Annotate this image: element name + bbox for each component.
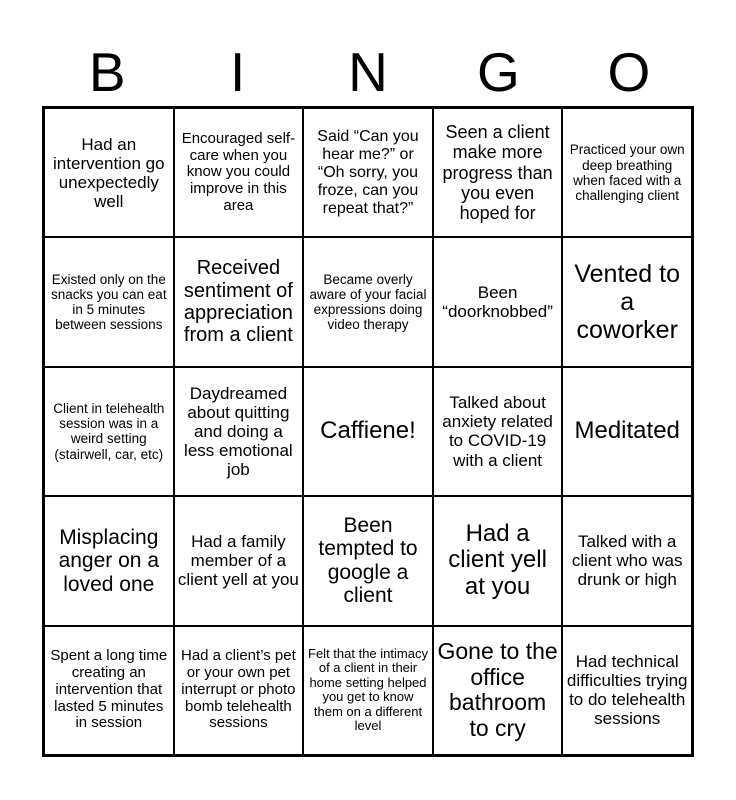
bingo-cell-text: Misplacing anger on a loved one (58, 525, 159, 596)
bingo-cell-text: Daydreamed about quitting and doing a less emotional job (184, 383, 293, 480)
bingo-cell[interactable] (303, 108, 433, 237)
bingo-cell[interactable] (562, 496, 692, 625)
bingo-cell[interactable] (303, 626, 433, 755)
bingo-cell-text: Existed only on the snacks you can eat in 5 minutes between sessions (51, 271, 167, 333)
bingo-title (42, 41, 694, 103)
bingo-cell[interactable] (433, 367, 563, 496)
bingo-cell[interactable] (174, 237, 304, 366)
bingo-cell[interactable] (433, 496, 563, 625)
bingo-cell[interactable] (562, 626, 692, 755)
bingo-cell[interactable] (44, 496, 174, 625)
bingo-cell[interactable] (303, 367, 433, 496)
bingo-cell[interactable] (562, 237, 692, 366)
bingo-cell-text: Client in telehealth session was in a weird setting (stairwell, car, etc) (53, 401, 165, 462)
bingo-cell[interactable] (44, 367, 174, 496)
bingo-cell-text: Seen a client make more progress than you even hoped for (442, 122, 553, 223)
bingo-cell[interactable] (562, 367, 692, 496)
bingo-cell-text: Caffiene! (320, 417, 416, 445)
bingo-cell-text: Been tempted to google a client (318, 513, 418, 608)
bingo-cell[interactable] (174, 626, 304, 755)
bingo-cell-text: Had a family member of a client yell at you (177, 532, 299, 590)
bingo-cell[interactable] (44, 237, 174, 366)
bingo-cell[interactable] (433, 626, 563, 755)
bingo-cell-text: Vented to a coworker (574, 260, 681, 345)
title-letter-g: G (477, 41, 520, 103)
bingo-cell-text: Became overly aware of your facial expressions doing video therapy (309, 271, 427, 333)
bingo-cell[interactable] (44, 626, 174, 755)
bingo-cell-text: Had a client yell at you (448, 519, 547, 601)
bingo-cell[interactable] (562, 108, 692, 237)
bingo-cell[interactable] (303, 237, 433, 366)
title-letter-n: N (348, 41, 388, 103)
bingo-cell[interactable] (433, 237, 563, 366)
title-letter-b: B (88, 41, 126, 103)
bingo-cell-text: Received sentiment of appreciation from a client (183, 257, 293, 347)
bingo-cell-text: Had technical difficulties trying to do telehealth sessions (566, 652, 688, 729)
bingo-cell[interactable] (174, 496, 304, 625)
bingo-cell-text: Had a client’s pet or your own pet interrupt or photo bomb telehealth sessions (180, 647, 296, 732)
bingo-cell[interactable] (44, 108, 174, 237)
bingo-cell[interactable] (303, 496, 433, 625)
bingo-cell-text: Said “Can you hear me?” or “Oh sorry, you froze, can you repeat that?” (317, 127, 419, 217)
bingo-cell-text: Talked with a client who was drunk or high (571, 532, 683, 590)
title-letter-i: I (229, 41, 246, 103)
bingo-cell-text: Felt that the intimacy of a client in their home setting helped you get to know them on a different level (308, 645, 428, 734)
bingo-cell[interactable] (433, 108, 563, 237)
bingo-cell-text: Practiced your own deep breathing when faced with a challenging client (569, 142, 685, 203)
bingo-grid (42, 106, 694, 757)
bingo-cell[interactable] (174, 367, 304, 496)
bingo-cell[interactable] (174, 108, 304, 237)
bingo-cell-text: Talked about anxiety related to COVID-19 with a client (442, 393, 553, 470)
bingo-cell-text: Had an intervention go unexpectedly well (53, 134, 165, 211)
bingo-cell-text: Been “doorknobbed” (442, 283, 553, 322)
bingo-cell-text: Spent a long time creating an intervention that lasted 5 minutes in session (50, 647, 168, 732)
bingo-cell-text: Encouraged self-care when you know you could improve in this area (181, 129, 296, 214)
bingo-cell-text: Meditated (574, 417, 680, 445)
title-letter-o: O (607, 41, 651, 103)
bingo-cell-text: Gone to the office bathroom to cry (437, 637, 558, 742)
